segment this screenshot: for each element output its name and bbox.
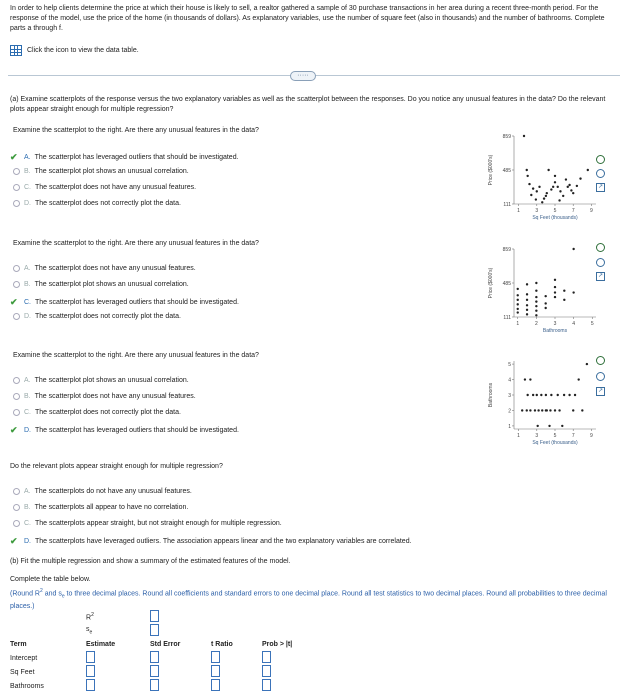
- part-b-question: (b) Fit the multiple regression and show a summary of the estimated features of the model.: [10, 558, 291, 565]
- radio-button[interactable]: [13, 393, 20, 400]
- data-point: [526, 169, 528, 171]
- y-tick-label: 485: [502, 168, 511, 174]
- q4-prompt: Do the relevant plots appear straight enough for multiple regression?: [10, 463, 223, 470]
- r-squared-label: $R^2$: [86, 612, 94, 622]
- data-point: [517, 299, 519, 301]
- data-point: [535, 296, 537, 298]
- y-tick-label: 859: [502, 247, 511, 253]
- x-tick-label: 1: [516, 321, 520, 327]
- data-point: [535, 310, 537, 312]
- data-point: [517, 294, 519, 296]
- data-point: [528, 183, 530, 185]
- data-table-link[interactable]: [10, 45, 139, 56]
- q3-option-b[interactable]: B. The scatterplot does not have any unusual features.: [13, 393, 196, 400]
- popout-icon[interactable]: ↗: [597, 273, 604, 279]
- sqfeet-prob-input[interactable]: [262, 665, 271, 677]
- data-point: [545, 409, 547, 411]
- q2-option-b[interactable]: B. The scatterplot plot shows an unusual correlation.: [13, 281, 189, 288]
- data-point: [544, 295, 546, 297]
- se-input[interactable]: [150, 624, 159, 636]
- part-b-instruction: Complete the table below.: [10, 576, 91, 583]
- radio-button[interactable]: [13, 200, 20, 207]
- x-tick-label: 5: [590, 321, 594, 327]
- data-point: [535, 305, 537, 307]
- col-std-error: Std Error: [150, 641, 181, 648]
- check-icon: ✔: [10, 536, 18, 546]
- col-estimate: Estimate: [86, 641, 116, 648]
- y-tick-label: 5: [508, 362, 511, 369]
- q1-option-c[interactable]: C. The scatterplot does not have any unusual features.: [13, 184, 196, 191]
- q3-prompt: Examine the scatterplot to the right. Are there any unusual features in the data?: [13, 352, 259, 359]
- data-point: [562, 195, 564, 197]
- radio-button[interactable]: [13, 184, 20, 191]
- data-point: [579, 177, 581, 179]
- x-tick-label: 2: [534, 321, 538, 327]
- data-point: [559, 190, 561, 192]
- x-tick-label: 3: [535, 433, 539, 439]
- data-point: [535, 290, 537, 292]
- data-point: [526, 304, 528, 306]
- data-point: [587, 169, 589, 171]
- data-point: [572, 248, 574, 250]
- y-axis-label: Price ($000's): [488, 154, 494, 186]
- x-tick-label: 9: [590, 208, 593, 214]
- q1-option-d[interactable]: D. The scatterplot does not correctly plot the data.: [13, 200, 181, 207]
- data-point: [550, 188, 552, 190]
- part-a-question: (a) Examine scatterplots of the response versus the two explanatory variables as well as the scatterplot between the responses. Do you notice any unusual features in the data? Do the relevant plots appear straight enough for multiple regression?: [10, 96, 606, 113]
- data-point: [526, 394, 528, 396]
- data-point: [532, 187, 534, 189]
- data-point: [526, 409, 528, 411]
- q1-option-b[interactable]: B. The scatterplot plot shows an unusual correlation.: [13, 168, 189, 175]
- rounding-instructions: (Round $R^2$ and $s_e$ to three decimal places. Round all coefficients and standard errors to one decimal place. Round all test statistics to two decimal places. Round all probabilities to three decimal places.): [10, 588, 607, 610]
- data-point: [547, 169, 549, 171]
- data-point: [526, 175, 528, 177]
- q4-option-c[interactable]: C. The scatterplots appear straight, but not straight enough for multiple regression.: [13, 520, 282, 527]
- intercept-prob-input[interactable]: [262, 651, 271, 663]
- popout-icon[interactable]: ↗: [597, 388, 604, 394]
- x-tick-label: 5: [553, 433, 557, 439]
- data-point: [570, 189, 572, 191]
- y-tick-label: 111: [503, 315, 511, 321]
- popout-icon[interactable]: ↗: [597, 184, 604, 190]
- sqfeet-std-error-input[interactable]: [150, 665, 159, 677]
- y-tick-label: 111: [503, 202, 511, 208]
- q4-option-a[interactable]: A. The scatterplots do not have any unusual features.: [13, 488, 192, 495]
- data-point: [558, 199, 560, 201]
- data-point: [529, 409, 531, 411]
- q2-option-c[interactable]: ✔ C. The scatterplot has leveraged outliers that should be investigated.: [10, 297, 239, 307]
- data-point: [563, 394, 565, 396]
- data-point: [538, 186, 540, 188]
- data-point: [568, 184, 570, 186]
- data-point: [574, 394, 576, 396]
- q4-option-d[interactable]: ✔ D. The scatterplots have leveraged outliers. The association appears linear and the two explanatory variables are correlated.: [10, 536, 412, 546]
- bathrooms-std-error-input[interactable]: [150, 679, 159, 691]
- x-tick-label: 7: [571, 433, 575, 439]
- data-point: [554, 296, 556, 298]
- table-icon[interactable]: [10, 45, 22, 56]
- data-point: [534, 409, 536, 411]
- x-tick-label: 5: [553, 208, 557, 214]
- check-icon: ✔: [10, 425, 18, 435]
- zoom-out-icon[interactable]: [596, 169, 605, 178]
- data-point: [576, 185, 578, 187]
- data-point: [517, 311, 519, 313]
- data-point: [536, 394, 538, 396]
- data-point: [544, 302, 546, 304]
- q2-prompt: Examine the scatterplot to the right. Are there any unusual features in the data?: [13, 240, 259, 247]
- scatterplot-3: [478, 355, 626, 455]
- data-point: [558, 409, 560, 411]
- data-point: [557, 186, 559, 188]
- data-point: [565, 178, 567, 180]
- row-bathrooms: Bathrooms: [10, 683, 44, 690]
- data-point: [577, 378, 579, 380]
- col-t-ratio: t Ratio: [211, 641, 233, 648]
- data-point: [541, 409, 543, 411]
- intercept-t-ratio-input[interactable]: [211, 651, 220, 663]
- x-tick-label: 3: [553, 321, 557, 327]
- data-point: [524, 378, 526, 380]
- data-point: [526, 299, 528, 301]
- y-tick-label: 4: [508, 377, 511, 384]
- y-tick-label: 485: [502, 281, 511, 287]
- data-point: [568, 394, 570, 396]
- intercept-std-error-input[interactable]: [150, 651, 159, 663]
- check-icon: ✔: [10, 297, 18, 307]
- data-point: [526, 313, 528, 315]
- data-point: [541, 201, 543, 203]
- data-point: [535, 300, 537, 302]
- q3-option-a[interactable]: A. The scatterplot plot shows an unusual correlation.: [13, 377, 189, 384]
- data-point: [544, 307, 546, 309]
- q3-option-c[interactable]: C. The scatterplot does not correctly plot the data.: [13, 409, 181, 416]
- data-point: [548, 425, 550, 427]
- data-point: [554, 175, 556, 177]
- expand-more-button[interactable]: ·····: [290, 71, 316, 81]
- radio-button[interactable]: [13, 168, 20, 175]
- data-point: [549, 409, 551, 411]
- data-point: [523, 135, 525, 137]
- data-point: [530, 194, 532, 196]
- y-tick-label: 1: [508, 423, 511, 430]
- data-table-link-label[interactable]: Click the icon to view the data table.: [27, 47, 139, 54]
- radio-button[interactable]: [13, 281, 20, 288]
- radio-button[interactable]: [13, 377, 20, 384]
- sqfeet-t-ratio-input[interactable]: [211, 665, 220, 677]
- q4-option-b[interactable]: B. The scatterplots all appear to have no correlation.: [13, 504, 188, 511]
- data-point: [572, 291, 574, 293]
- data-point: [554, 409, 556, 411]
- data-point: [526, 309, 528, 311]
- q2-option-a[interactable]: A. The scatterplot does not have any unusual features.: [13, 265, 196, 272]
- y-axis-label: Bathrooms: [488, 382, 494, 408]
- x-tick-label: 4: [572, 321, 576, 327]
- data-point: [517, 288, 519, 290]
- data-point: [552, 186, 554, 188]
- data-point: [567, 186, 569, 188]
- data-point: [563, 299, 565, 301]
- data-point: [554, 181, 556, 183]
- data-point: [545, 394, 547, 396]
- radio-button[interactable]: [13, 488, 20, 495]
- x-tick-label: 1: [517, 433, 520, 439]
- data-point: [521, 409, 523, 411]
- x-tick-label: 7: [571, 208, 575, 214]
- data-point: [535, 282, 537, 284]
- se-label: $s_e$: [86, 626, 93, 636]
- scatterplot-2: [478, 243, 626, 333]
- bathrooms-t-ratio-input[interactable]: [211, 679, 220, 691]
- data-point: [536, 425, 538, 427]
- x-axis-label: Sq Feet (thousands): [532, 215, 578, 220]
- q2-option-d[interactable]: D. The scatterplot does not correctly plot the data.: [13, 313, 181, 320]
- zoom-in-icon[interactable]: [596, 243, 605, 252]
- col-term: Term: [10, 641, 27, 648]
- sqfeet-estimate-input[interactable]: [86, 665, 95, 677]
- col-prob: Prob > |t|: [262, 641, 293, 648]
- data-point: [526, 293, 528, 295]
- data-point: [554, 286, 556, 288]
- check-icon: ✔: [10, 152, 18, 162]
- data-point: [554, 279, 556, 281]
- zoom-out-icon[interactable]: [596, 258, 605, 267]
- zoom-in-icon[interactable]: [596, 356, 605, 365]
- x-tick-label: 1: [517, 208, 520, 214]
- row-intercept: Intercept: [10, 655, 38, 662]
- data-point: [545, 195, 547, 197]
- data-point: [529, 378, 531, 380]
- y-tick-label: 2: [508, 408, 511, 415]
- x-axis-label: Bathrooms: [542, 328, 568, 333]
- problem-intro: In order to help clients determine the price at which their house is likely to sell, a realtor gathered a sample of 30 purchase transactions in her area during a recent three-month period. For the response of the model, use the price of the home (in thousands of dollars). As explanatory variables, use the number of square feet (also in thousands) and the number of bathrooms. Complete parts a through f.: [10, 5, 605, 32]
- data-point: [535, 198, 537, 200]
- y-axis-label: Price ($000's): [488, 267, 494, 299]
- data-point: [572, 192, 574, 194]
- y-tick-label: 859: [502, 134, 511, 140]
- data-point: [586, 363, 588, 365]
- data-point: [563, 290, 565, 292]
- data-point: [550, 394, 552, 396]
- x-tick-label: 3: [535, 208, 539, 214]
- q1-option-a[interactable]: ✔ A. The scatterplot has leveraged outliers that should be investigated.: [10, 152, 239, 162]
- data-point: [535, 314, 537, 316]
- radio-button[interactable]: [13, 409, 20, 416]
- data-point: [536, 190, 538, 192]
- y-tick-label: 3: [508, 393, 511, 399]
- data-point: [554, 291, 556, 293]
- x-axis-label: Sq Feet (thousands): [532, 440, 578, 446]
- zoom-in-icon[interactable]: [596, 155, 605, 164]
- intercept-estimate-input[interactable]: [86, 651, 95, 663]
- x-tick-label: 9: [590, 433, 593, 439]
- data-point: [543, 197, 545, 199]
- data-point: [517, 308, 519, 310]
- bathrooms-prob-input[interactable]: [262, 679, 271, 691]
- r-squared-input[interactable]: [150, 610, 159, 622]
- data-point: [532, 394, 534, 396]
- row-sq-feet: Sq Feet: [10, 669, 35, 676]
- bathrooms-estimate-input[interactable]: [86, 679, 95, 691]
- data-point: [557, 394, 559, 396]
- q1-prompt: Examine the scatterplot to the right. Are there any unusual features in the data?: [13, 127, 259, 134]
- data-point: [581, 409, 583, 411]
- data-point: [572, 409, 574, 411]
- radio-button[interactable]: [13, 313, 20, 320]
- data-point: [546, 192, 548, 194]
- data-point: [517, 303, 519, 305]
- data-point: [537, 409, 539, 411]
- radio-button[interactable]: [13, 520, 20, 527]
- data-point: [561, 425, 563, 427]
- data-point: [526, 283, 528, 285]
- radio-button[interactable]: [13, 265, 20, 272]
- data-point: [540, 394, 542, 396]
- radio-button[interactable]: [13, 504, 20, 511]
- zoom-out-icon[interactable]: [596, 372, 605, 381]
- q3-option-d[interactable]: ✔ D. The scatterplot has leveraged outliers that should be investigated.: [10, 425, 239, 435]
